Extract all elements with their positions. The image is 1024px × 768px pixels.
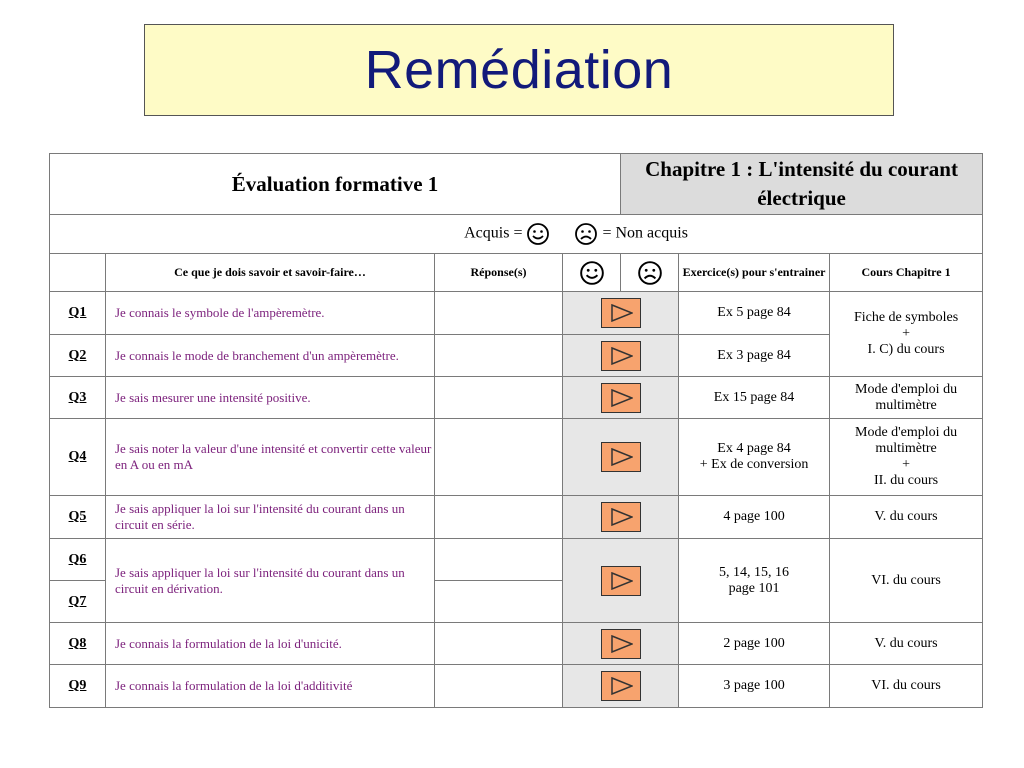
skill-text: Je sais appliquer la loi sur l'intensité du courant dans un circuit en dérivation.: [106, 539, 435, 623]
play-button-icon: [611, 677, 633, 695]
remediation-cell: [563, 335, 679, 377]
course-text: Mode d'emploi du multimètre: [830, 377, 983, 419]
smiley-face-icon: [579, 260, 605, 286]
course-text: Fiche de symboles + I. C) du cours: [830, 292, 983, 377]
skill-text: Je connais le symbole de l'ampèremètre.: [106, 292, 435, 335]
table-row: [50, 623, 983, 665]
question-number: Q7: [50, 581, 106, 623]
exercise-text: 4 page 100: [679, 496, 830, 539]
acquired-column-header: [563, 254, 621, 292]
question-number: Q4: [50, 419, 106, 496]
table-row: [50, 377, 983, 419]
remediation-cell: [563, 539, 679, 623]
exercise-text: 5, 14, 15, 16 page 101: [679, 539, 830, 623]
question-number: Q3: [50, 377, 106, 419]
page-title: Remédiation: [364, 40, 674, 100]
play-button-icon: [611, 508, 633, 526]
play-button[interactable]: [601, 341, 641, 371]
skill-text: Je sais appliquer la loi sur l'intensité du courant dans un circuit en série.: [106, 496, 435, 539]
question-number: Q5: [50, 496, 106, 539]
question-number: Q8: [50, 623, 106, 665]
evaluation-heading: Évaluation formative 1: [50, 154, 621, 215]
exercise-text: 3 page 100: [679, 665, 830, 708]
frowning-face-icon: [574, 222, 598, 246]
skill-text: Je sais mesurer une intensité positive.: [106, 377, 435, 419]
table-row: [50, 419, 983, 496]
answer-cell[interactable]: [435, 665, 563, 708]
corner-cell: [50, 254, 106, 292]
remediation-cell: [563, 496, 679, 539]
frowning-face-icon: [637, 260, 663, 286]
skill-text: Je connais la formulation de la loi d'additivité: [106, 665, 435, 708]
play-button[interactable]: [601, 298, 641, 328]
answer-column-header: Réponse(s): [435, 254, 563, 292]
play-button-icon: [611, 635, 633, 653]
question-number: Q6: [50, 539, 106, 581]
table-row: [50, 539, 983, 581]
skill-text: Je connais le mode de branchement d'un ampèremètre.: [106, 335, 435, 377]
play-button[interactable]: [601, 671, 641, 701]
legend: [50, 215, 983, 254]
remediation-cell: [563, 665, 679, 708]
play-button-icon: [611, 389, 633, 407]
smiley-face-icon: [526, 222, 550, 246]
question-number: Q2: [50, 335, 106, 377]
course-text: Mode d'emploi du multimètre + II. du cours: [830, 419, 983, 496]
exercise-text: Ex 15 page 84: [679, 377, 830, 419]
answer-cell[interactable]: [435, 292, 563, 335]
play-button-icon: [611, 448, 633, 466]
exercise-text: Ex 4 page 84 + Ex de conversion: [679, 419, 830, 496]
remediation-cell: [563, 292, 679, 335]
exercise-text: Ex 3 page 84: [679, 335, 830, 377]
skill-text: Je connais la formulation de la loi d'unicité.: [106, 623, 435, 665]
play-button-icon: [611, 347, 633, 365]
course-text: V. du cours: [830, 623, 983, 665]
chapter-heading: Chapitre 1 : L'intensité du courant électrique: [621, 154, 983, 215]
exercise-text: 2 page 100: [679, 623, 830, 665]
exercises-column-header: Exercice(s) pour s'entrainer: [679, 254, 830, 292]
remediation-cell: [563, 623, 679, 665]
table-row: [50, 496, 983, 539]
course-text: VI. du cours: [830, 539, 983, 623]
answer-cell[interactable]: [435, 496, 563, 539]
play-button[interactable]: [601, 502, 641, 532]
play-button[interactable]: [601, 383, 641, 413]
not-acquired-column-header: [621, 254, 679, 292]
course-text: VI. du cours: [830, 665, 983, 708]
answer-cell[interactable]: [435, 377, 563, 419]
answer-cell[interactable]: [435, 539, 563, 581]
play-button[interactable]: [601, 442, 641, 472]
course-column-header: Cours Chapitre 1: [830, 254, 983, 292]
evaluation-table: [49, 153, 983, 708]
skill-column-header: Ce que je dois savoir et savoir-faire…: [106, 254, 435, 292]
answer-cell[interactable]: [435, 419, 563, 496]
skill-text: Je sais noter la valeur d'une intensité et convertir cette valeur en A ou en mA: [106, 419, 435, 496]
answer-cell[interactable]: [435, 335, 563, 377]
play-button[interactable]: [601, 629, 641, 659]
table-row: [50, 292, 983, 335]
legend-non-acquis: = Non acquis: [602, 224, 688, 242]
course-text: V. du cours: [830, 496, 983, 539]
answer-cell[interactable]: [435, 581, 563, 623]
remediation-cell: [563, 419, 679, 496]
remediation-cell: [563, 377, 679, 419]
table-row: [50, 665, 983, 708]
play-button-icon: [611, 304, 633, 322]
question-number: Q1: [50, 292, 106, 335]
question-number: Q9: [50, 665, 106, 708]
title-box: [144, 24, 894, 116]
answer-cell[interactable]: [435, 623, 563, 665]
play-button-icon: [611, 572, 633, 590]
exercise-text: Ex 5 page 84: [679, 292, 830, 335]
legend-acquis: Acquis =: [464, 224, 523, 242]
play-button[interactable]: [601, 566, 641, 596]
